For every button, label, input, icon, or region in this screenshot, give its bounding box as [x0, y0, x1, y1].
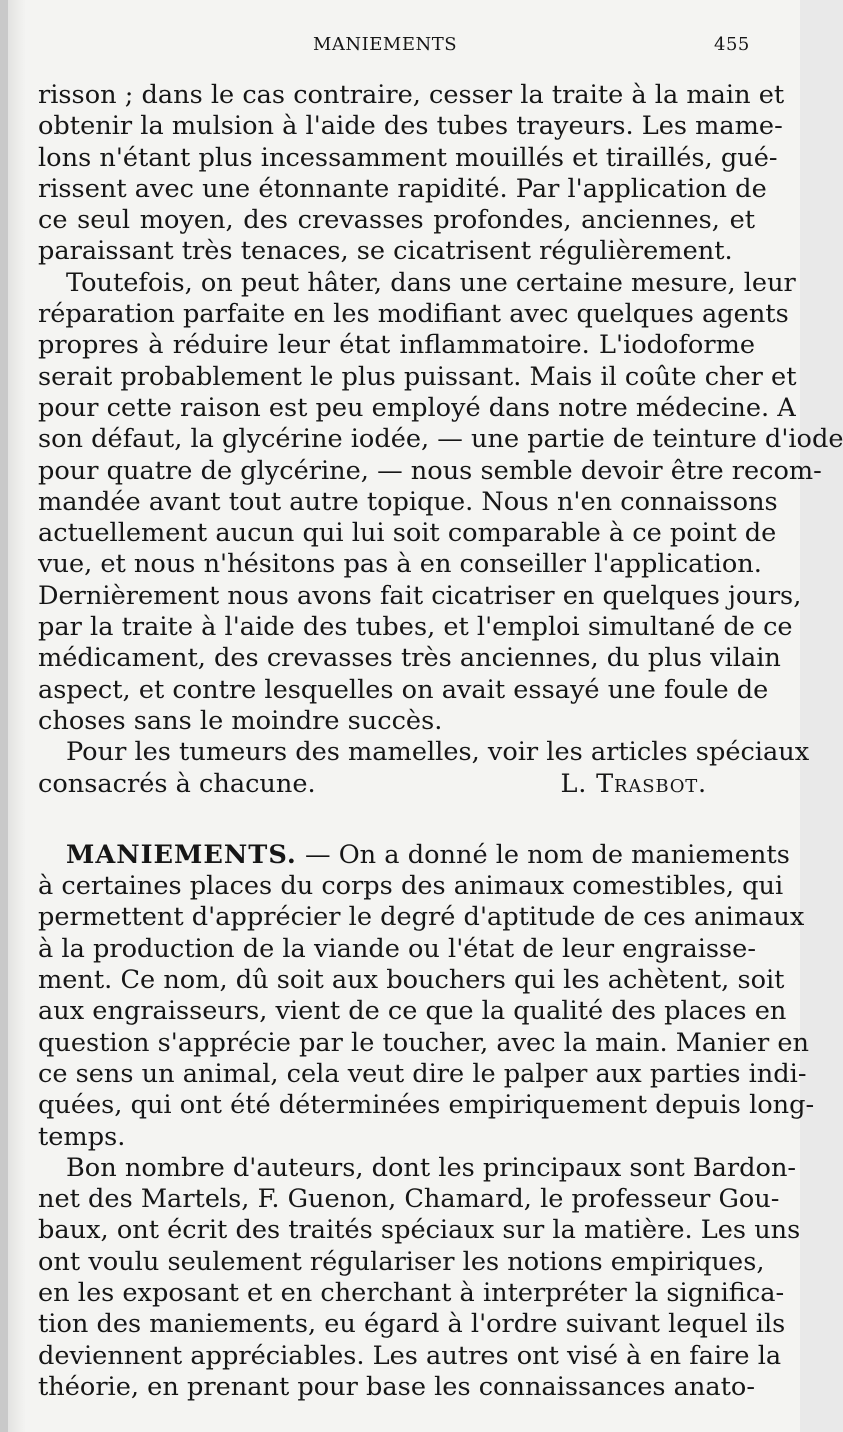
- text-line: aux engraisseurs, vient de ce que la qualité des places en: [38, 996, 787, 1027]
- text-line: question s'apprécie par le toucher, avec la main. Manier en: [38, 1027, 809, 1058]
- author-signature: L. Trasbot.: [560, 768, 707, 799]
- text-line: choses sans le moindre succès.: [38, 705, 443, 736]
- closing-line: [38, 769, 755, 800]
- text-line: médicament, des crevasses très anciennes, du plus vilain: [38, 643, 781, 674]
- text-line: net des Martels, F. Guenon, Chamard, le professeur Gou-: [38, 1184, 780, 1215]
- text-line: ment. Ce nom, dû soit aux bouchers qui les achètent, soit: [38, 965, 785, 996]
- page-number: 455: [714, 34, 750, 55]
- text-line: vue, et nous n'hésitons pas à en conseiller l'application.: [38, 549, 762, 580]
- text-line: Bon nombre d'auteurs, dont les principaux sont Bardon-: [66, 1152, 797, 1183]
- text-line: obtenir la mulsion à l'aide des tubes trayeurs. Les mame-: [38, 111, 783, 142]
- section-spacer: [38, 800, 755, 840]
- text-line: tion des maniements, eu égard à l'ordre suivant lequel ils: [38, 1309, 786, 1340]
- text-line: serait probablement le plus puissant. Mais il coûte cher et: [38, 361, 797, 392]
- running-title: MANIEMENTS: [313, 34, 458, 55]
- article-maniements: [38, 839, 815, 1153]
- text-line: ont voulu seulement régulariser les notions empiriques,: [38, 1246, 765, 1277]
- text-line: à la production de la viande ou l'état de leur engraisse-: [38, 933, 756, 964]
- text-line: Pour les tumeurs des mamelles, voir les articles spéciaux: [66, 737, 810, 768]
- text-line: Dernièrement nous avons fait cicatriser en quelques jours,: [38, 580, 802, 611]
- paragraph-cross-reference: [38, 737, 810, 800]
- text-line: aspect, et contre lesquelles on avait essayé une foule de: [38, 674, 769, 705]
- text-line: pour quatre de glycérine, — nous semble devoir être recom-: [38, 455, 822, 486]
- text-line: mandée avant tout autre topique. Nous n'en connaissons: [38, 486, 778, 517]
- text-line: paraissant très tenaces, se cicatrisent régulièrement.: [38, 236, 733, 267]
- article-first-line: [38, 839, 790, 871]
- article-first-line-text: — On a donné le nom de maniements: [304, 839, 790, 870]
- article-paragraph-authors: [38, 1152, 801, 1403]
- paragraph-continued: [38, 80, 785, 268]
- text-line: pour cette raison est peu employé dans notre médecine. A: [38, 392, 796, 423]
- closing-text: consacrés à chacune.: [38, 768, 316, 799]
- article-headword: MANIEMENTS.: [66, 839, 297, 870]
- text-line: son défaut, la glycérine iodée, — une partie de teinture d'iode: [38, 424, 843, 455]
- text-line: par la traite à l'aide des tubes, et l'emploi simultané de ce: [38, 612, 793, 643]
- text-line: Toutefois, on peut hâter, dans une certaine mesure, leur: [66, 267, 796, 298]
- text-line: risson ; dans le cas contraire, cesser la traite à la main et: [38, 80, 785, 110]
- text-line: en les exposant et en cherchant à interpréter la significa-: [38, 1277, 785, 1308]
- text-line: réparation parfaite en les modifiant avec quelques agents: [38, 299, 789, 330]
- text-line: actuellement aucun qui lui soit comparable à ce point de: [38, 518, 777, 549]
- paragraph-treatment: [38, 267, 843, 737]
- text-line: deviennent appréciables. Les autres ont visé à en faire la: [38, 1340, 782, 1371]
- text-line: quées, qui ont été déterminées empiriquement depuis long-: [38, 1090, 815, 1121]
- text-line: lons n'étant plus incessamment mouillés et tiraillés, gué-: [38, 142, 778, 173]
- text-line: théorie, en prenant pour base les connaissances anato-: [38, 1371, 755, 1402]
- text-line: propres à réduire leur état inflammatoire. L'iodoforme: [38, 330, 755, 361]
- running-header: [0, 30, 770, 60]
- text-line: à certaines places du corps des animaux comestibles, qui: [38, 871, 784, 902]
- text-line: ce seul moyen, des crevasses profondes, anciennes, et: [38, 205, 755, 236]
- text-line: temps.: [38, 1121, 126, 1152]
- page-body: [38, 80, 843, 1403]
- page-binding-edge: [0, 0, 8, 1432]
- text-line: ce sens un animal, cela veut dire le palper aux parties indi-: [38, 1058, 807, 1089]
- text-line: baux, ont écrit des traités spéciaux sur la matière. Les uns: [38, 1215, 801, 1246]
- text-line: permettent d'apprécier le degré d'aptitude de ces animaux: [38, 902, 805, 933]
- text-line: rissent avec une étonnante rapidité. Par l'application de: [38, 173, 767, 204]
